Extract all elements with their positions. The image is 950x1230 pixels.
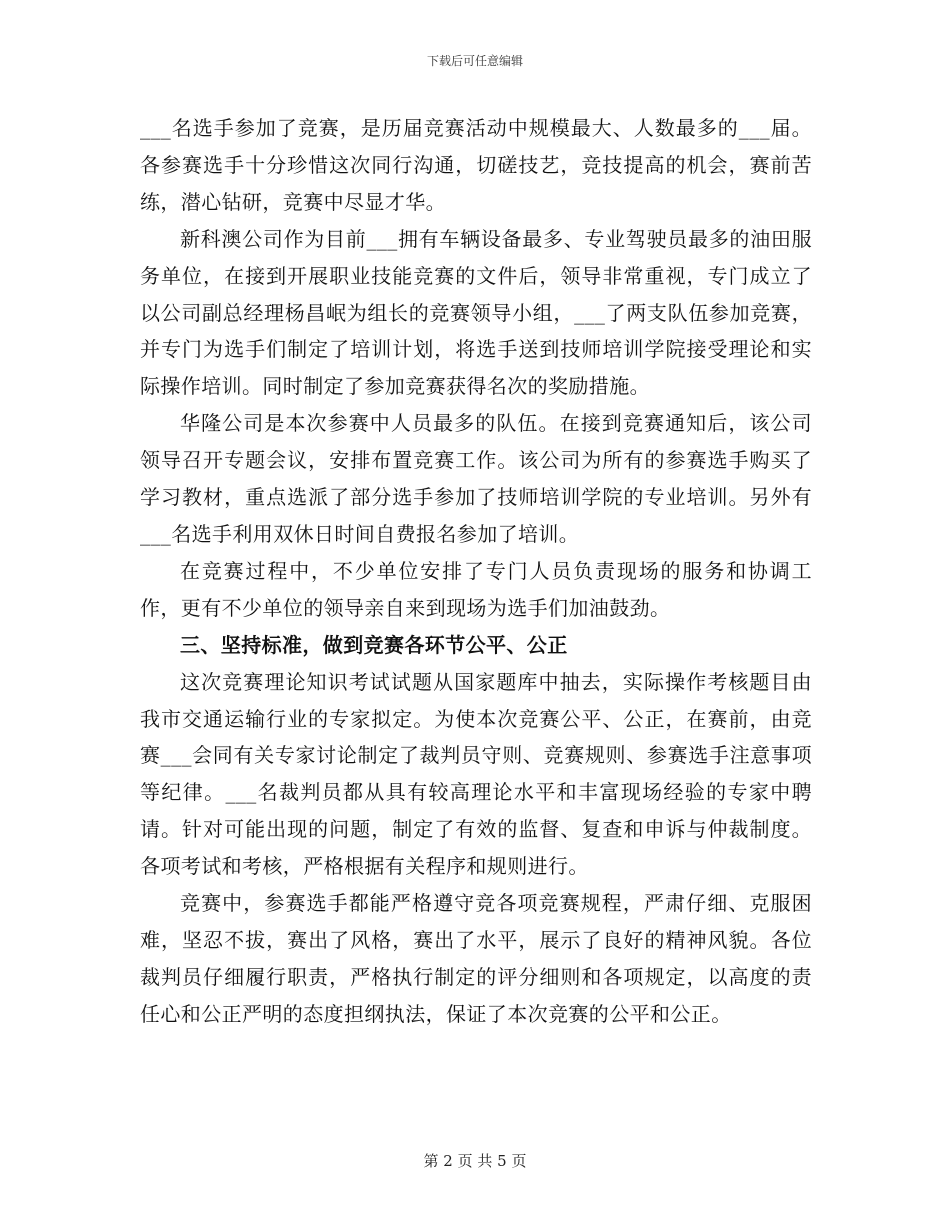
paragraph-continuation: ___名选手参加了竞赛，是历届竞赛活动中规模最大、人数最多的___届。各参赛选手十分珍惜这次同行沟通，切磋技艺，竞技提高的机会，赛前苦练，潜心钻研，竞赛中尽显才华。 bbox=[140, 116, 812, 214]
section-heading: 三、坚持标准，做到竞赛各环节公平、公正 bbox=[180, 632, 568, 657]
paragraph-xinkeao: 新科澳公司作为目前___拥有车辆设备最多、专业驾驶员最多的油田服务单位，在接到开展职业技能竞赛的文件后，领导非常重视，专门成立了以公司副总经理杨昌岷为组长的竞赛领导小组，___了两支队伍参加竞赛，并专门为选手们制定了培训计划，将选手送到技师培训学院接受理论和实际操作培训。同时制定了参加竞赛获得名次的奖励措施。 bbox=[140, 226, 812, 399]
page-number: 第 2 页 共 5 页 bbox=[423, 1152, 527, 1170]
paragraph-hualong: 华隆公司是本次参赛中人员最多的队伍。在接到竞赛通知后，该公司领导召开专题会议，安排布置竞赛工作。该公司为所有的参赛选手购买了学习教材，重点选派了部分选手参加了技师培训学院的专业培训。另外有___名选手利用双休日时间自费报名参加了培训。 bbox=[140, 411, 812, 546]
paragraph-fairness: 竞赛中，参赛选手都能严格遵守竞各项竞赛规程，严肃仔细、克服困难，坚忍不拔，赛出了风格，赛出了水平，展示了良好的精神风貌。各位裁判员仔细履行职责，严格执行制定的评分细则和各项规定，以高度的责任心和公正严明的态度担纲执法，保证了本次竞赛的公平和公正。 bbox=[140, 891, 812, 1026]
paragraph-standards: 这次竞赛理论知识考试试题从国家题库中抽去，实际操作考核题目由我市交通运输行业的专家拟定。为使本次竞赛公平、公正，在赛前，由竞赛___会同有关专家讨论制定了裁判员守则、竞赛规则、参赛选手注意事项等纪律。___名裁判员都从具有较高理论水平和丰富现场经验的专家中聘请。针对可能出现的问题，制定了有效的监督、复查和申诉与仲裁制度。各项考试和考核，严格根据有关程序和规则进行。 bbox=[140, 669, 812, 879]
paragraph-competition-process: 在竞赛过程中，不少单位安排了专门人员负责现场的服务和协调工作，更有不少单位的领导亲自来到现场为选手们加油鼓劲。 bbox=[140, 558, 812, 620]
document-body bbox=[140, 110, 812, 1033]
page-header: 下载后可任意编辑 bbox=[426, 54, 523, 68]
